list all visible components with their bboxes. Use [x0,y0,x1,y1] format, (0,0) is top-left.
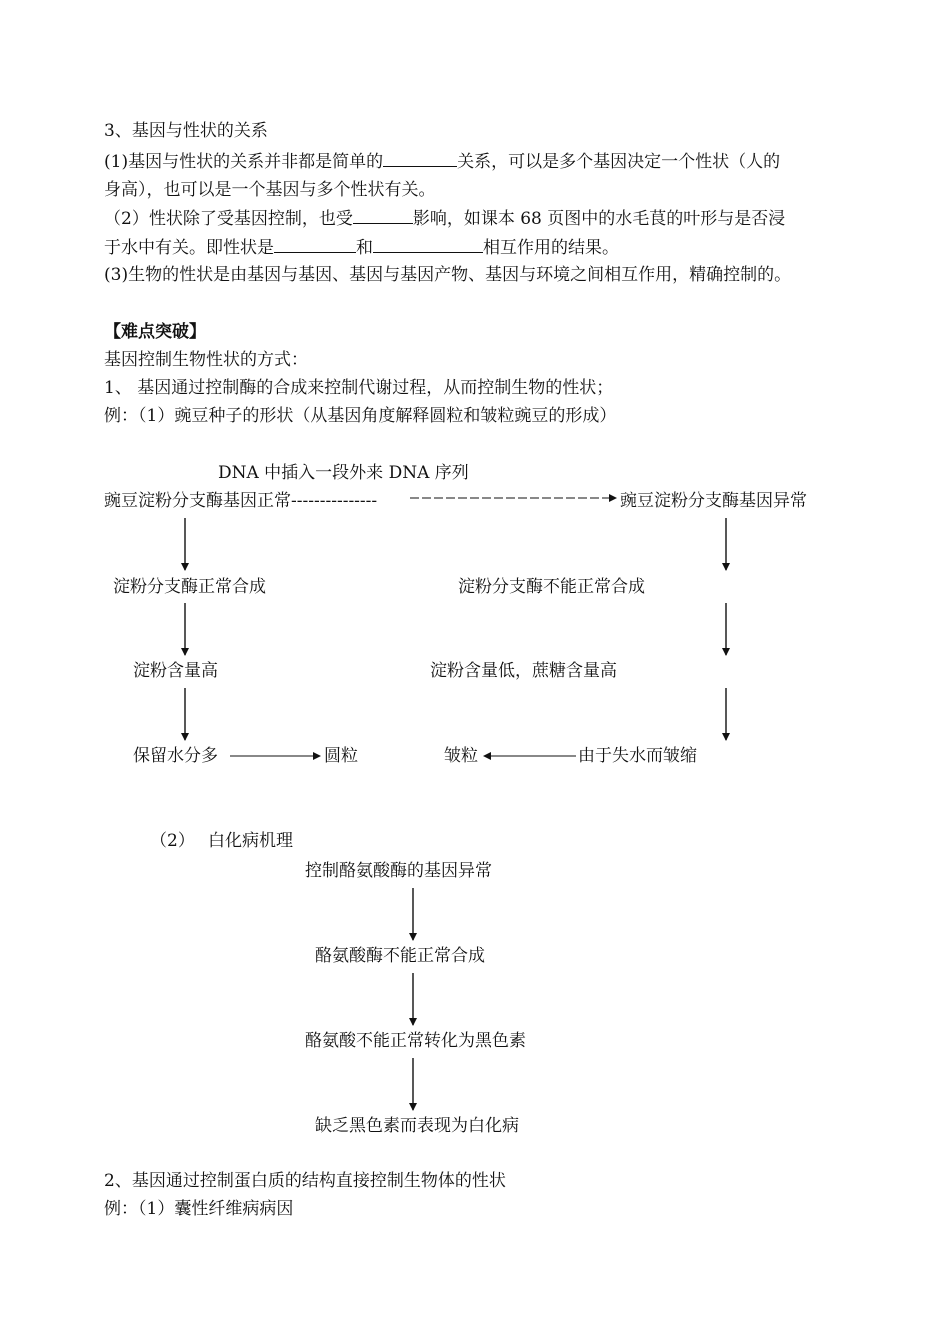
p1-text-a: (1)基因与性状的关系并非都是简单的 [104,152,384,172]
point-2: 2、基因通过控制蛋白质的结构直接控制生物体的性状 [104,1171,506,1191]
left-step-3-b: 圆粒 [324,746,358,766]
right-step-3-b: 由于失水而皱缩 [578,746,697,766]
insert-dna-label: DNA 中插入一段外来 DNA 序列 [218,463,469,483]
p2-text-d: 和 [356,238,373,258]
paragraph-1-line-2: 身高），也可以是一个基因与多个性状有关。 [104,180,436,200]
difficulty-intro: 基因控制生物性状的方式： [104,350,308,370]
p2-text-b: 影响，如课本 68 页图中的水毛茛的叶形与是否浸 [412,209,786,229]
p2-text-c: 于水中有关。即性状是 [104,238,274,258]
section-heading: 3、基因与性状的关系 [104,121,268,141]
paragraph-3: (3)生物的性状是由基因与基因、基因与基因产物、基因与环境之间相互作用，精确控制的。 [104,265,792,285]
left-step-1: 淀粉分支酶正常合成 [113,577,266,597]
albinism-step-4: 缺乏黑色素而表现为白化病 [315,1116,519,1136]
example-1: 例：（1）豌豆种子的形状（从基因角度解释圆粒和皱粒豌豆的形成） [104,406,617,426]
left-step-2: 淀粉含量高 [133,661,218,681]
albinism-title: 白化病机理 [208,831,293,851]
p2-text-a: （2）性状除了受基因控制，也受 [104,209,353,229]
albinism-step-1: 控制酪氨酸酶的基因异常 [305,861,492,881]
p2-text-e: 相互作用的结果。 [483,238,619,258]
right-step-1: 淀粉分支酶不能正常合成 [458,577,645,597]
difficulty-heading: 【难点突破】 [104,322,206,342]
albinism-step-3: 酪氨酸不能正常转化为黑色素 [305,1031,526,1051]
albinism-step-2: 酪氨酸酶不能正常合成 [315,946,485,966]
dashes: --------------- [291,491,378,511]
right-step-2: 淀粉含量低，蔗糖含量高 [430,661,617,681]
abnormal-gene-node: 豌豆淀粉分支酶基因异常 [620,491,807,511]
normal-gene-text: 豌豆淀粉分支酶基因正常 [104,491,291,511]
right-step-3-a: 皱粒 [444,746,478,766]
albinism-title-num: （2） [150,831,195,851]
left-step-3-a: 保留水分多 [133,746,218,766]
p1-text-b: 关系，可以是多个基因决定一个性状（人的 [457,152,781,172]
point-1: 1、 基因通过控制酶的合成来控制代谢过程，从而控制生物的性状； [104,378,614,398]
example-2: 例：（1）囊性纤维病病因 [104,1199,294,1219]
